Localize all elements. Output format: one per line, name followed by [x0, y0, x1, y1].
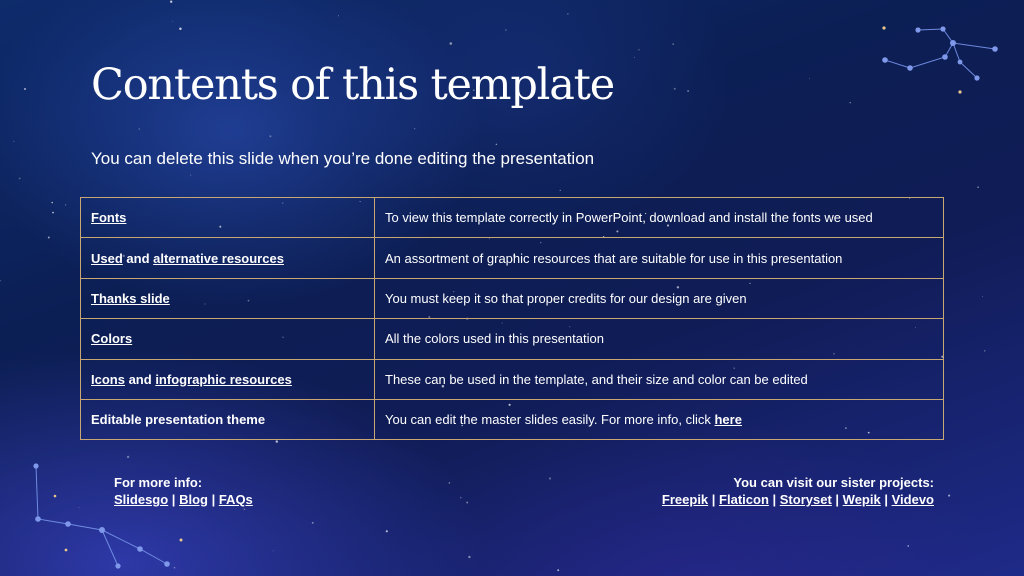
star [687, 90, 689, 92]
star [505, 29, 506, 30]
link-slidesgo[interactable]: Slidesgo [114, 492, 169, 507]
row-title-text: and [124, 371, 156, 387]
star [567, 13, 568, 14]
star [79, 507, 80, 508]
star [179, 28, 182, 31]
table-row [81, 198, 944, 238]
row-title-cell [81, 238, 375, 278]
star [269, 135, 271, 137]
star [338, 15, 339, 16]
row-title-text: and [122, 250, 154, 266]
link-storyset[interactable]: Storyset [779, 492, 832, 507]
row-description: These can be used in the template, and their size and color can be edited [385, 371, 808, 387]
star [244, 508, 246, 510]
star [634, 57, 635, 58]
star [24, 88, 26, 90]
star [172, 21, 173, 22]
footer-more-info-heading: For more info: [114, 475, 203, 490]
star [977, 186, 979, 188]
star [127, 456, 129, 458]
row-title-text: Editable presentation theme [91, 412, 266, 428]
row-title-cell [81, 319, 375, 359]
page-title: Contents of this template [91, 60, 614, 110]
star [190, 175, 191, 176]
star [174, 567, 176, 569]
link-separator: | [168, 492, 180, 507]
star [19, 177, 21, 179]
row-description: You must keep it so that proper credits for our design are given [385, 290, 747, 306]
footer-sister-projects [662, 474, 934, 508]
link-wepik[interactable]: Wepik [842, 492, 881, 507]
row-description-cell [375, 399, 944, 439]
star [557, 569, 559, 571]
contents-table [80, 197, 944, 440]
star [450, 42, 453, 45]
star [674, 88, 676, 90]
star [809, 78, 810, 79]
row-description-cell [375, 359, 944, 399]
link-separator: | [207, 492, 219, 507]
star [496, 144, 498, 146]
table-row [81, 238, 944, 278]
star [984, 350, 985, 351]
star [13, 141, 14, 142]
table-row [81, 278, 944, 318]
link-separator: | [831, 492, 843, 507]
row-title-cell [81, 359, 375, 399]
star [449, 482, 451, 484]
contents-table-body [81, 198, 944, 440]
link-flaticon[interactable]: Flaticon [719, 492, 769, 507]
link-icons[interactable]: Icons [91, 371, 125, 387]
star [48, 236, 50, 238]
link-alternative-resources[interactable]: alternative resources [153, 250, 284, 266]
link-separator: | [880, 492, 892, 507]
star [468, 556, 470, 558]
row-description: All the colors used in this presentation [385, 331, 604, 347]
star [948, 495, 950, 497]
star [549, 477, 551, 479]
constellation-top-right-stars [882, 26, 998, 80]
link-videvo[interactable]: Videvo [891, 492, 934, 507]
link-separator: | [708, 492, 720, 507]
row-title-cell [81, 198, 375, 238]
footer-more-info [114, 474, 253, 508]
star [386, 530, 388, 532]
link-used[interactable]: Used [91, 250, 123, 266]
page-subtitle: You can delete this slide when you’re done editing the presentation [91, 149, 595, 168]
row-title-cell [81, 399, 375, 439]
table-row [81, 359, 944, 399]
star [52, 212, 54, 214]
footer-more-info-links [114, 491, 253, 508]
star [170, 1, 172, 3]
row-description: You can edit the master slides easily. For more info, click [385, 412, 715, 428]
star [849, 102, 850, 103]
link-faqs[interactable]: FAQs [218, 492, 253, 507]
link-thanks-slide[interactable]: Thanks slide [91, 290, 170, 306]
star [312, 522, 314, 524]
link-separator: | [768, 492, 780, 507]
star [466, 502, 468, 504]
row-description-cell [375, 319, 944, 359]
link-here[interactable]: here [714, 412, 742, 428]
star [982, 296, 983, 297]
footer-sister-projects-heading: You can visit our sister projects: [733, 475, 934, 490]
star [560, 190, 561, 191]
link-colors[interactable]: Colors [91, 331, 133, 347]
link-freepik[interactable]: Freepik [661, 492, 709, 507]
star [51, 202, 52, 203]
table-row [81, 399, 944, 439]
star [638, 49, 640, 51]
star [460, 497, 462, 499]
star [672, 43, 674, 45]
star [276, 440, 278, 442]
row-description: An assortment of graphic resources that are suitable for use in this presentation [385, 250, 843, 266]
link-infographic-resources[interactable]: infographic resources [155, 371, 292, 387]
row-description-cell [375, 278, 944, 318]
star [414, 128, 416, 130]
footer-sister-projects-links [662, 491, 934, 508]
constellation-top-right-icon [885, 29, 995, 78]
star [0, 280, 1, 282]
star [907, 545, 908, 546]
link-fonts[interactable]: Fonts [91, 210, 127, 226]
star [273, 550, 274, 551]
row-title-cell [81, 278, 375, 318]
star [65, 204, 66, 205]
star [138, 128, 140, 130]
link-blog[interactable]: Blog [179, 492, 208, 507]
row-description: To view this template correctly in PowerPoint, download and install the fonts we used [385, 210, 873, 226]
row-description-cell [375, 198, 944, 238]
table-row [81, 319, 944, 359]
row-description-cell [375, 238, 944, 278]
